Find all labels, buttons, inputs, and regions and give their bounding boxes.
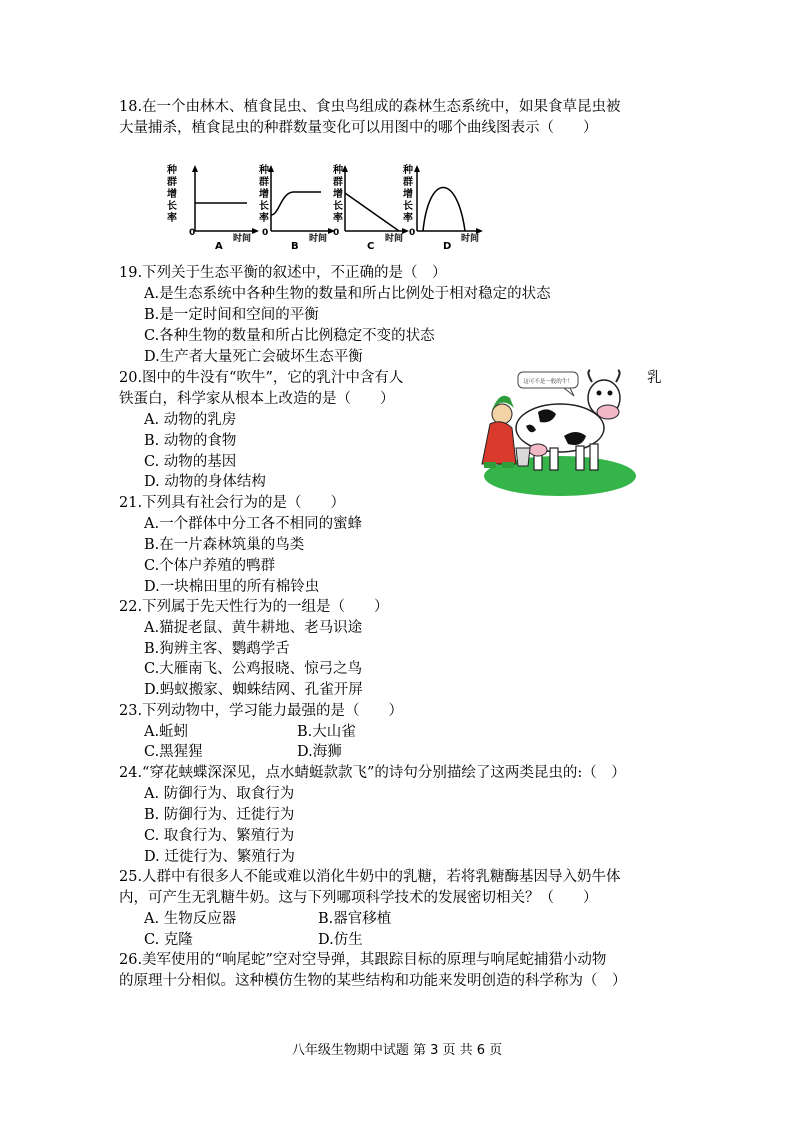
graph-c-xlabel: 时间 — [385, 234, 404, 244]
q24-option-a: A. 防御行为、取食行为 — [144, 786, 295, 802]
graph-a-xlabel: 时间 — [233, 234, 252, 244]
graph-b-curve — [271, 192, 321, 215]
graph-d-curve — [423, 188, 465, 232]
graph-a-label: A — [215, 241, 223, 252]
graph-b-origin: 0 — [262, 228, 269, 238]
svg-text:率: 率 — [259, 213, 269, 224]
graph-d-origin: 0 — [409, 228, 416, 238]
q19-option-d: D.生产者大量死亡会破坏生态平衡 — [144, 349, 363, 365]
q21-option-c: C.个体户养殖的鸭群 — [144, 558, 276, 574]
q25-option-b: B.器官移植 — [318, 911, 392, 927]
graph-b-label: B — [291, 241, 299, 252]
graph-a-ylabel-1: 种 — [167, 165, 177, 176]
svg-text:率: 率 — [333, 213, 343, 224]
svg-text:种: 种 — [259, 165, 269, 176]
q22-option-a: A.猫捉老鼠、黄牛耕地、老马识途 — [144, 620, 363, 636]
q23-option-c: C.黑猩猩 — [144, 744, 203, 760]
svg-text:增: 增 — [259, 189, 269, 200]
q22-option-c: C.大雁南飞、公鸡报晓、惊弓之鸟 — [144, 661, 363, 677]
graph-b-xlabel: 时间 — [309, 234, 328, 244]
q20-option-d: D. 动物的身体结构 — [144, 474, 266, 490]
q18-growth-rate-graphs — [167, 163, 487, 253]
page-footer: 八年级生物期中试题 第 3 页 共 6 页 — [291, 1043, 503, 1058]
graph-a-ylabel-5: 率 — [167, 213, 177, 224]
q19-option-b: B.是一定时间和空间的平衡 — [144, 307, 319, 323]
q20-stem-line1-end: 乳 — [647, 370, 662, 386]
graph-a-ylabel-3: 增 — [167, 189, 177, 200]
graph-a-ylabel-4: 长 — [167, 201, 177, 212]
q19-option-a: A.是生态系统中各种生物的数量和所占比例处于相对稳定的状态 — [144, 286, 551, 302]
girl-head — [492, 404, 512, 424]
q23-option-d: D.海狮 — [297, 744, 342, 760]
q26-stem-line1: 26.美军使用的“响尾蛇”空对空导弹，其跟踪目标的原理与响尾蛇捕猎小动物 — [119, 952, 607, 968]
graph-c-curve — [345, 193, 399, 231]
q20-option-c: C. 动物的基因 — [144, 454, 237, 470]
q26-stem-line2: 的原理十分相似。这种模仿生物的某些结构和功能来发明创造的科学称为（ ） — [119, 973, 627, 989]
svg-text:种: 种 — [333, 165, 343, 176]
q18-stem-line2: 大量捕杀，植食昆虫的种群数量变化可以用图中的哪个曲线图表示（ ） — [119, 120, 598, 136]
svg-text:长: 长 — [259, 201, 269, 212]
cow-milking-illustration — [468, 366, 636, 498]
q21-stem: 21.下列具有社会行为的是（ ） — [119, 495, 346, 511]
q24-stem: 24.“穿花蛱蝶深深见，点水蜻蜓款款飞”的诗句分别描绘了这两类昆虫的:（ ） — [119, 765, 626, 781]
q25-stem-line1: 25.人群中有很多人不能或难以消化牛奶中的乳糖，若将乳糖酶基因导入奶牛体 — [119, 869, 621, 885]
svg-text:种: 种 — [403, 165, 413, 176]
q25-option-d: D.仿生 — [318, 932, 363, 948]
graph-c-label: C — [367, 241, 375, 252]
q20-stem-line2: 铁蛋白，科学家从根本上改造的是（ ） — [119, 391, 395, 407]
q25-option-a: A. 生物反应器 — [144, 911, 237, 927]
graph-a-origin: 0 — [189, 228, 196, 238]
q23-option-b: B.大山雀 — [297, 724, 356, 740]
q24-option-d: D. 迁徙行为、繁殖行为 — [144, 849, 295, 865]
speech-bubble-text: 这可不是一般的牛！ — [523, 379, 573, 385]
svg-text:长: 长 — [403, 201, 413, 212]
q19-option-c: C.各种生物的数量和所占比例稳定不变的状态 — [144, 328, 435, 344]
q24-option-c: C. 取食行为、繁殖行为 — [144, 828, 295, 844]
q20-option-a: A. 动物的乳房 — [144, 412, 237, 428]
svg-text:率: 率 — [403, 213, 413, 224]
svg-text:增: 增 — [333, 189, 343, 200]
graph-panel-b — [258, 163, 335, 252]
graph-a-ylabel-2: 群 — [167, 177, 177, 188]
svg-text:增: 增 — [403, 189, 413, 200]
q24-option-b: B. 防御行为、迁徙行为 — [144, 807, 295, 823]
q23-stem: 23.下列动物中，学习能力最强的是（ ） — [119, 703, 404, 719]
q20-stem-line1: 20.图中的牛没有“吹牛”，它的乳汁中含有人 — [119, 370, 404, 386]
svg-text:群: 群 — [403, 177, 413, 188]
q21-option-b: B.在一片森林筑巢的鸟类 — [144, 537, 305, 553]
svg-text:群: 群 — [259, 177, 269, 188]
graph-c-origin: 0 — [333, 228, 340, 238]
q19-stem: 19.下列关于生态平衡的叙述中，不正确的是（ ） — [119, 265, 447, 281]
q20-option-b: B. 动物的食物 — [144, 433, 237, 449]
q23-option-a: A.蚯蚓 — [144, 724, 189, 740]
graph-panel-a — [167, 163, 259, 252]
graph-panel-d — [402, 163, 483, 252]
q22-stem: 22.下列属于先天性行为的一组是（ ） — [119, 599, 389, 615]
q22-option-b: B.狗辨主客、鹦鹉学舌 — [144, 641, 290, 657]
svg-text:群: 群 — [333, 177, 343, 188]
svg-text:长: 长 — [333, 201, 343, 212]
graph-panel-c — [332, 163, 409, 252]
q25-stem-line2: 内，可产生无乳糖牛奶。这与下列哪项科学技术的发展密切相关？（ ） — [119, 890, 598, 906]
q25-option-c: C. 克隆 — [144, 932, 193, 948]
graph-d-xlabel: 时间 — [461, 234, 480, 244]
q21-option-d: D.一块棉田里的所有棉铃虫 — [144, 579, 320, 595]
milk-bucket — [516, 448, 530, 466]
q21-option-a: A.一个群体中分工各不相同的蜜蜂 — [144, 516, 363, 532]
q18-stem-line1: 18.在一个由林木、植食昆虫、食虫鸟组成的森林生态系统中，如果食草昆虫被 — [119, 99, 621, 115]
graph-d-label: D — [443, 241, 452, 252]
q22-option-d: D.蚂蚁搬家、蜘蛛结网、孔雀开屏 — [144, 682, 363, 698]
